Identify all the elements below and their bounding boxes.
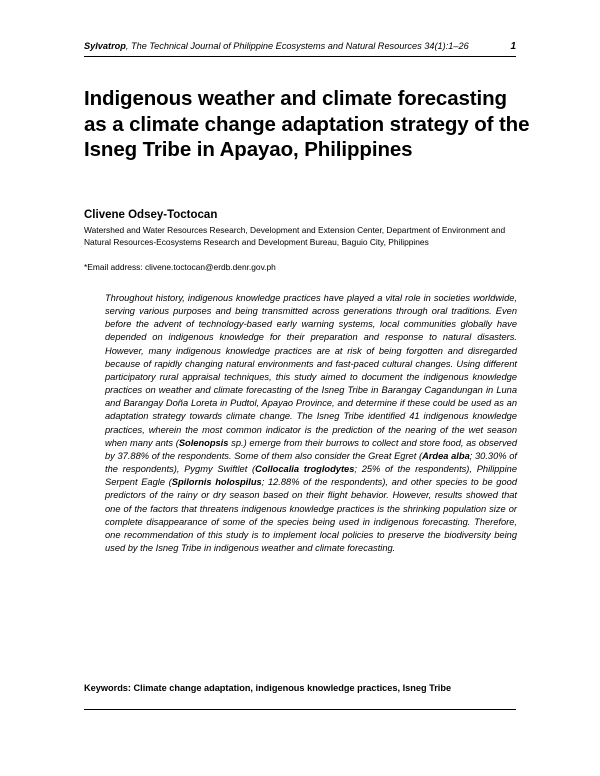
- author-name: Clivene Odsey-Toctocan: [84, 209, 218, 221]
- keywords: Keywords: Climate change adaptation, indigenous knowledge practices, Isneg Tribe: [84, 683, 452, 693]
- page-number: 1: [510, 41, 516, 52]
- species-name: Solenopsis: [178, 437, 229, 448]
- author-affiliation: Watershed and Water Resources Research, Development and Extension Center, Department of Environment and Natural Resources-Ecosystems Research and Development Bureau, Baguio City, Philippines: [84, 225, 506, 248]
- author-email: *Email address: clivene.toctocan@erdb.denr.gov.ph: [84, 262, 276, 272]
- abstract-text: sp.) emerge from their burrows to collect and store food, as observed by 37.88% of the respondents. Some of them also consider the Great Egret (: [105, 437, 517, 461]
- species-name: Spilornis holospilus: [171, 477, 262, 488]
- abstract-text: ; 25% of the respondents), Philippine Serpent Eagle (: [105, 464, 518, 488]
- abstract: [105, 292, 517, 555]
- running-header: [84, 40, 516, 53]
- abstract-text: ; 12.88% of the respondents), and other species to be good predictors of the rainy or dry season based on their flight behavior. However, results showed that one of the factors that threatens indigenous knowledge practices is the shrinking population size or complete disappearance of some of the species being used in indigenous forecasting. Therefore, one recommendation of this study is to implement local policies to preserve the biodiversity being used by the Isneg Tribe in indigenous weather and climate forecasting.: [105, 477, 517, 553]
- footer-divider: [84, 709, 516, 710]
- journal-details: , The Technical Journal of Philippine Ecosystems and Natural Resources 34(1):1–26: [125, 41, 469, 51]
- species-name: Ardea alba: [422, 450, 470, 461]
- header-divider: [84, 56, 516, 57]
- abstract-text: Throughout history, indigenous knowledge practices have played a vital role in societies worldwide, serving various purposes and being transmitted across generations through oral traditions. Even before the advent of technology-based early warning systems, local communities globally have depended on indigenous knowledge for their preparation and response to natural disasters. However, many indigenous knowledge practices are at risk of being forgotten and disregarded because of rapidly changing natural environments and fast-paced cultural changes. Using different participatory rural appraisal techniques, this study aimed to document the indigenous knowledge practices on weather and climate forecasting of the Isneg Tribe in Barangay Cagandungan in Luna and Barangay Doña Loreta in Pudtol, Apayao Province, and determine if these could be used as an adaptation strategy towards climate change. The Isneg Tribe identified 41 indigenous knowledge practices, wherein the most common indicator is the prediction of the nearing of the wet season when many ants (: [105, 293, 517, 448]
- journal-name: Sylvatrop: [84, 41, 126, 51]
- article-title: Indigenous weather and climate forecasting as a climate change adaptation strategy of the Isneg Tribe in Apayao, Philippines: [84, 87, 530, 161]
- journal-citation: [84, 40, 469, 52]
- species-name: Collocalia troglodytes: [255, 464, 355, 475]
- abstract-text: ; 30.30% of the respondents), Pygmy Swiftlet (: [105, 450, 517, 475]
